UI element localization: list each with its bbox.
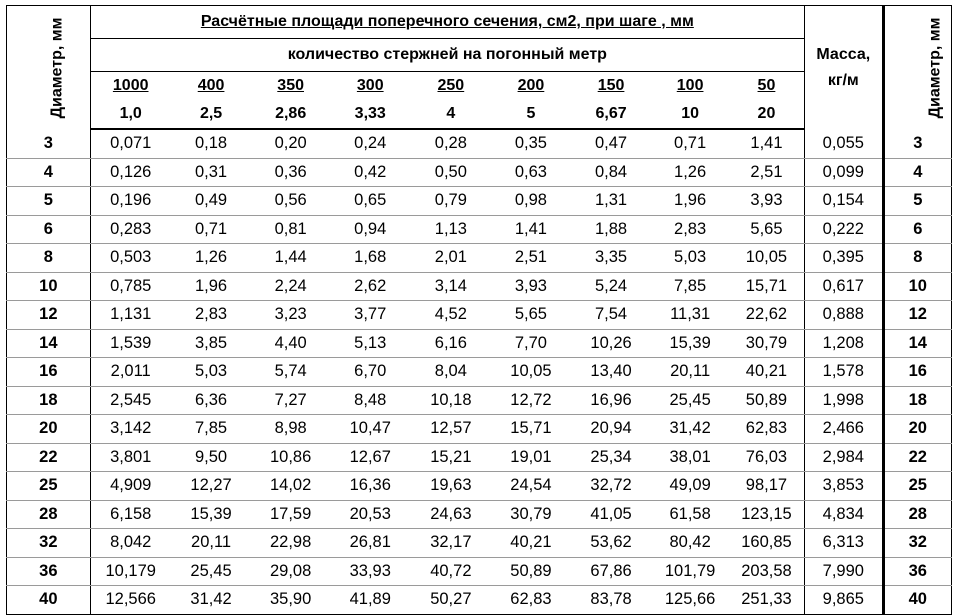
area-cell: 2,011	[90, 358, 171, 387]
area-cell: 1,26	[651, 158, 729, 187]
area-cell: 2,01	[411, 244, 492, 273]
table-row	[7, 386, 952, 415]
area-cell: 1,41	[729, 129, 805, 158]
diameter-cell-right: 6	[883, 215, 951, 244]
area-cell: 0,98	[491, 187, 571, 216]
area-cell: 4,52	[411, 301, 492, 330]
diameter-cell: 4	[7, 158, 91, 187]
mass-cell: 0,617	[805, 272, 884, 301]
diameter-cell-right: 40	[883, 586, 951, 615]
diameter-cell-right: 12	[883, 301, 951, 330]
step-header: 300	[330, 72, 411, 101]
area-cell: 7,85	[651, 272, 729, 301]
mass-cell: 0,055	[805, 129, 884, 158]
area-cell: 0,56	[251, 187, 330, 216]
area-cell: 1,96	[171, 272, 252, 301]
area-cell: 40,21	[729, 358, 805, 387]
area-cell: 10,05	[729, 244, 805, 273]
diameter-cell-right: 20	[883, 415, 951, 444]
area-cell: 1,13	[411, 215, 492, 244]
area-cell: 0,24	[330, 129, 411, 158]
area-cell: 40,72	[411, 557, 492, 586]
area-cell: 22,98	[251, 529, 330, 558]
area-cell: 3,142	[90, 415, 171, 444]
area-cell: 5,24	[571, 272, 652, 301]
area-cell: 14,02	[251, 472, 330, 501]
mass-cell: 2,984	[805, 443, 884, 472]
diameter-cell: 5	[7, 187, 91, 216]
count-header: 2,86	[251, 100, 330, 129]
area-cell: 25,45	[171, 557, 252, 586]
rebar-table	[6, 5, 952, 615]
count-header: 5	[491, 100, 571, 129]
table-row	[7, 443, 952, 472]
area-cell: 3,14	[411, 272, 492, 301]
area-cell: 2,545	[90, 386, 171, 415]
area-cell: 5,03	[651, 244, 729, 273]
area-cell: 0,79	[411, 187, 492, 216]
area-cell: 33,93	[330, 557, 411, 586]
area-cell: 50,89	[491, 557, 571, 586]
area-cell: 10,86	[251, 443, 330, 472]
area-cell: 7,85	[171, 415, 252, 444]
table-body	[7, 129, 952, 614]
area-cell: 1,88	[571, 215, 652, 244]
area-cell: 2,83	[171, 301, 252, 330]
area-cell: 2,62	[330, 272, 411, 301]
area-cell: 0,71	[171, 215, 252, 244]
mass-cell: 0,888	[805, 301, 884, 330]
table-row	[7, 472, 952, 501]
area-cell: 160,85	[729, 529, 805, 558]
diameter-cell-right: 25	[883, 472, 951, 501]
table-row	[7, 158, 952, 187]
step-header: 350	[251, 72, 330, 101]
table-row	[7, 301, 952, 330]
area-cell: 15,71	[491, 415, 571, 444]
area-cell: 20,11	[171, 529, 252, 558]
area-cell: 20,94	[571, 415, 652, 444]
rebar-table-container	[6, 5, 952, 615]
table-row	[7, 187, 952, 216]
area-cell: 6,70	[330, 358, 411, 387]
table-row	[7, 500, 952, 529]
area-cell: 20,11	[651, 358, 729, 387]
area-cell: 30,79	[729, 329, 805, 358]
area-cell: 15,39	[171, 500, 252, 529]
area-cell: 8,04	[411, 358, 492, 387]
area-cell: 2,24	[251, 272, 330, 301]
diameter-cell-right: 16	[883, 358, 951, 387]
diameter-cell-right: 22	[883, 443, 951, 472]
area-cell: 5,74	[251, 358, 330, 387]
area-cell: 125,66	[651, 586, 729, 615]
mass-cell: 0,395	[805, 244, 884, 273]
diameter-cell: 3	[7, 129, 91, 158]
area-cell: 16,96	[571, 386, 652, 415]
area-cell: 5,03	[171, 358, 252, 387]
area-cell: 4,909	[90, 472, 171, 501]
mass-cell: 1,208	[805, 329, 884, 358]
diameter-cell-right: 5	[883, 187, 951, 216]
step-header: 250	[411, 72, 492, 101]
count-header: 3,33	[330, 100, 411, 129]
diameter-cell: 36	[7, 557, 91, 586]
step-header: 200	[491, 72, 571, 101]
area-cell: 8,98	[251, 415, 330, 444]
step-header: 1000	[90, 72, 171, 101]
area-cell: 0,20	[251, 129, 330, 158]
diameter-cell-right: 8	[883, 244, 951, 273]
area-cell: 25,34	[571, 443, 652, 472]
count-header: 20	[729, 100, 805, 129]
area-cell: 5,65	[491, 301, 571, 330]
area-cell: 50,27	[411, 586, 492, 615]
area-cell: 9,50	[171, 443, 252, 472]
diameter-cell-right: 14	[883, 329, 951, 358]
table-row	[7, 329, 952, 358]
count-header: 2,5	[171, 100, 252, 129]
area-cell: 31,42	[171, 586, 252, 615]
area-cell: 49,09	[651, 472, 729, 501]
area-cell: 31,42	[651, 415, 729, 444]
diameter-cell: 16	[7, 358, 91, 387]
area-cell: 3,93	[729, 187, 805, 216]
diameter-cell-right: 4	[883, 158, 951, 187]
area-cell: 0,49	[171, 187, 252, 216]
area-cell: 4,40	[251, 329, 330, 358]
area-cell: 12,67	[330, 443, 411, 472]
area-cell: 35,90	[251, 586, 330, 615]
mass-cell: 1,578	[805, 358, 884, 387]
area-cell: 1,96	[651, 187, 729, 216]
title-line-2: количество стержней на погонный метр	[90, 39, 804, 72]
area-cell: 6,16	[411, 329, 492, 358]
area-cell: 38,01	[651, 443, 729, 472]
count-header: 6,67	[571, 100, 652, 129]
area-cell: 0,65	[330, 187, 411, 216]
area-cell: 0,50	[411, 158, 492, 187]
area-cell: 7,54	[571, 301, 652, 330]
table-row	[7, 215, 952, 244]
area-cell: 0,126	[90, 158, 171, 187]
area-cell: 24,63	[411, 500, 492, 529]
diameter-cell: 8	[7, 244, 91, 273]
area-cell: 15,39	[651, 329, 729, 358]
area-cell: 12,566	[90, 586, 171, 615]
area-cell: 17,59	[251, 500, 330, 529]
diameter-header-right-label: Диаметр, мм	[925, 17, 943, 118]
diameter-header-left-label: Диаметр, мм	[48, 17, 66, 118]
area-cell: 0,785	[90, 272, 171, 301]
table-row	[7, 557, 952, 586]
area-cell: 0,28	[411, 129, 492, 158]
area-cell: 3,801	[90, 443, 171, 472]
area-cell: 29,08	[251, 557, 330, 586]
area-cell: 19,63	[411, 472, 492, 501]
diameter-cell-right: 18	[883, 386, 951, 415]
area-cell: 2,51	[491, 244, 571, 273]
area-cell: 3,23	[251, 301, 330, 330]
area-cell: 8,042	[90, 529, 171, 558]
area-cell: 203,58	[729, 557, 805, 586]
area-cell: 12,27	[171, 472, 252, 501]
area-cell: 1,26	[171, 244, 252, 273]
diameter-cell-right: 3	[883, 129, 951, 158]
area-cell: 41,89	[330, 586, 411, 615]
mass-cell: 0,222	[805, 215, 884, 244]
count-header: 1,0	[90, 100, 171, 129]
diameter-cell-right: 10	[883, 272, 951, 301]
area-cell: 61,58	[651, 500, 729, 529]
step-header: 150	[571, 72, 652, 101]
area-cell: 62,83	[729, 415, 805, 444]
area-cell: 67,86	[571, 557, 652, 586]
diameter-cell: 12	[7, 301, 91, 330]
area-cell: 1,41	[491, 215, 571, 244]
area-cell: 0,503	[90, 244, 171, 273]
area-cell: 101,79	[651, 557, 729, 586]
diameter-cell-right: 32	[883, 529, 951, 558]
area-cell: 0,42	[330, 158, 411, 187]
area-cell: 0,071	[90, 129, 171, 158]
table-row	[7, 244, 952, 273]
area-cell: 50,89	[729, 386, 805, 415]
area-cell: 15,21	[411, 443, 492, 472]
diameter-cell: 28	[7, 500, 91, 529]
table-row	[7, 358, 952, 387]
area-cell: 0,196	[90, 187, 171, 216]
area-cell: 11,31	[651, 301, 729, 330]
area-cell: 10,18	[411, 386, 492, 415]
area-cell: 25,45	[651, 386, 729, 415]
mass-cell: 7,990	[805, 557, 884, 586]
area-cell: 2,51	[729, 158, 805, 187]
area-cell: 26,81	[330, 529, 411, 558]
table-row	[7, 272, 952, 301]
area-cell: 12,57	[411, 415, 492, 444]
area-cell: 0,35	[491, 129, 571, 158]
table-row	[7, 586, 952, 615]
area-cell: 19,01	[491, 443, 571, 472]
diameter-cell: 40	[7, 586, 91, 615]
area-cell: 1,539	[90, 329, 171, 358]
diameter-header-left	[7, 6, 91, 130]
area-cell: 10,47	[330, 415, 411, 444]
area-cell: 0,94	[330, 215, 411, 244]
mass-cell: 0,154	[805, 187, 884, 216]
area-cell: 6,36	[171, 386, 252, 415]
area-cell: 62,83	[491, 586, 571, 615]
area-cell: 3,77	[330, 301, 411, 330]
area-cell: 0,71	[651, 129, 729, 158]
mass-cell: 4,834	[805, 500, 884, 529]
mass-cell: 1,998	[805, 386, 884, 415]
diameter-cell: 10	[7, 272, 91, 301]
area-cell: 0,283	[90, 215, 171, 244]
area-cell: 1,44	[251, 244, 330, 273]
area-cell: 41,05	[571, 500, 652, 529]
area-cell: 10,179	[90, 557, 171, 586]
area-cell: 251,33	[729, 586, 805, 615]
mass-cell: 3,853	[805, 472, 884, 501]
title-line-1: Расчётные площади поперечного сечения, см2, при шаге , мм	[90, 6, 804, 39]
area-cell: 16,36	[330, 472, 411, 501]
diameter-cell: 32	[7, 529, 91, 558]
area-cell: 8,48	[330, 386, 411, 415]
area-cell: 10,05	[491, 358, 571, 387]
area-cell: 1,131	[90, 301, 171, 330]
area-cell: 1,68	[330, 244, 411, 273]
area-cell: 6,158	[90, 500, 171, 529]
diameter-cell-right: 36	[883, 557, 951, 586]
mass-header: Масса, кг/м	[805, 6, 884, 130]
area-cell: 2,83	[651, 215, 729, 244]
area-cell: 80,42	[651, 529, 729, 558]
area-cell: 0,18	[171, 129, 252, 158]
area-cell: 83,78	[571, 586, 652, 615]
area-cell: 0,47	[571, 129, 652, 158]
table-header	[7, 6, 952, 130]
area-cell: 20,53	[330, 500, 411, 529]
count-header: 4	[411, 100, 492, 129]
diameter-cell-right: 28	[883, 500, 951, 529]
area-cell: 0,81	[251, 215, 330, 244]
mass-cell: 6,313	[805, 529, 884, 558]
mass-cell: 0,099	[805, 158, 884, 187]
diameter-cell: 14	[7, 329, 91, 358]
area-cell: 0,31	[171, 158, 252, 187]
area-cell: 12,72	[491, 386, 571, 415]
area-cell: 1,31	[571, 187, 652, 216]
area-cell: 5,13	[330, 329, 411, 358]
area-cell: 32,17	[411, 529, 492, 558]
step-header: 400	[171, 72, 252, 101]
area-cell: 15,71	[729, 272, 805, 301]
area-cell: 3,93	[491, 272, 571, 301]
diameter-cell: 18	[7, 386, 91, 415]
mass-cell: 2,466	[805, 415, 884, 444]
count-header: 10	[651, 100, 729, 129]
area-cell: 98,17	[729, 472, 805, 501]
table-row	[7, 529, 952, 558]
area-cell: 22,62	[729, 301, 805, 330]
area-cell: 7,70	[491, 329, 571, 358]
area-cell: 32,72	[571, 472, 652, 501]
area-cell: 3,85	[171, 329, 252, 358]
area-cell: 7,27	[251, 386, 330, 415]
area-cell: 24,54	[491, 472, 571, 501]
diameter-cell: 22	[7, 443, 91, 472]
step-header: 50	[729, 72, 805, 101]
area-cell: 0,63	[491, 158, 571, 187]
diameter-cell: 25	[7, 472, 91, 501]
area-cell: 5,65	[729, 215, 805, 244]
area-cell: 30,79	[491, 500, 571, 529]
area-cell: 40,21	[491, 529, 571, 558]
area-cell: 53,62	[571, 529, 652, 558]
diameter-header-right	[883, 6, 951, 130]
area-cell: 13,40	[571, 358, 652, 387]
area-cell: 3,35	[571, 244, 652, 273]
area-cell: 0,36	[251, 158, 330, 187]
table-row	[7, 415, 952, 444]
area-cell: 76,03	[729, 443, 805, 472]
area-cell: 10,26	[571, 329, 652, 358]
diameter-cell: 20	[7, 415, 91, 444]
step-header: 100	[651, 72, 729, 101]
area-cell: 123,15	[729, 500, 805, 529]
table-row	[7, 129, 952, 158]
diameter-cell: 6	[7, 215, 91, 244]
mass-cell: 9,865	[805, 586, 884, 615]
area-cell: 0,84	[571, 158, 652, 187]
